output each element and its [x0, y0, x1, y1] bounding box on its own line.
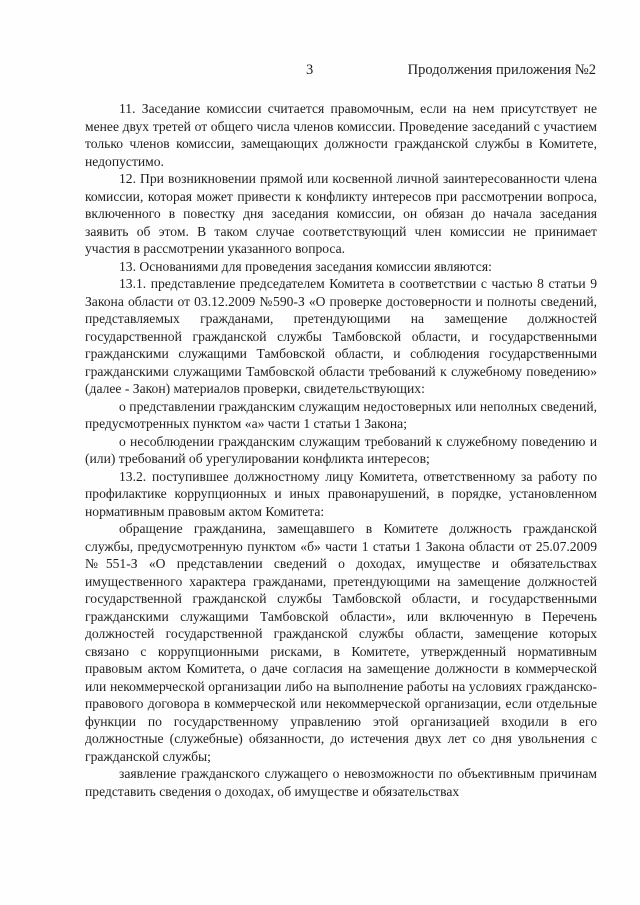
paragraph-employee-statement: заявление гражданского служащего о невозможности по объективным причинам представить сведения о доходах, об имуществе и обязательствах	[85, 766, 597, 799]
paragraph-13-grounds: 13. Основаниями для проведения заседания комиссии являются:	[119, 258, 492, 274]
header-title: Продолжения приложения №2	[407, 62, 596, 78]
paragraph-citizen-appeal: обращение гражданина, замещавшего в Комитете должность гражданской службы, предусмотренную пунктом «б» части 1 статьи 1 Закона области от 25.07.2009 №551-З «О представлении сведений о доходах, имуществе и обязательствах имущественного характера гражданами, претендующими на замещение должностей государственной гражданской службы Тамбовской области, и государственными гражданскими служащими Тамбовской области», или включенную в Перечень должностей государственной гражданской службы области, замещение которых связано с коррупционными рисками, в Комитете, утвержденный нормативным правовым актом Комитета, о даче согласия на замещение должности в коммерческой или некоммерческой организации либо на выполнение работы на условиях гражданско-правового договора в коммерческой или некоммерческой организации, если отдельные функции по государственному управлению этой организацией входили в его должностные (служебные) обязанности, до истечения двух лет со дня увольнения с гражданской службы;	[85, 521, 597, 764]
document-body	[85, 100, 597, 800]
paragraph-13-2-received: 13.2. поступившее должностному лицу Комитета, ответственному за работу по профилактике коррупционных и иных правонарушений, в порядке, установленном нормативным правовым актом Комитета:	[85, 468, 597, 519]
paragraph-12-conflict-of-interest: 12. При возникновении прямой или косвенной личной заинтересованности члена комиссии, которая может привести к конфликту интересов при рассмотрении вопроса, включенного в повестку дня заседания комиссии, он обязан до начала заседания заявить об этом. В таком случае соответствующий член комиссии не принимает участия в рассмотрении указанного вопроса.	[85, 171, 597, 256]
page-header	[0, 62, 640, 82]
paragraph-11-quorum: 11. Заседание комиссии считается правомочным, если на нем присутствует не менее двух третей от общего числа членов комиссии. Проведение заседаний с участием только членов комиссии, замещающих должности гражданской службы в Комитете, недопустимо.	[85, 101, 597, 169]
page-number: 3	[306, 62, 314, 78]
paragraph-noncompliance: о несоблюдении гражданским служащим требований к служебному поведению и (или) требований об урегулировании конфликта интересов;	[85, 433, 597, 466]
paragraph-unreliable-info: о представлении гражданским служащим недостоверных или неполных сведений, предусмотренных пунктом «а» части 1 статьи 1 Закона;	[85, 398, 597, 431]
paragraph-13-1-submission: 13.1. представление председателем Комитета в соответствии с частью 8 статьи 9 Закона области от 03.12.2009 №590-З «О проверке достоверности и полноты сведений, представляемых гражданами, претендующими на замещение должностей государственной гражданской службы Тамбовской области, и государственными гражданскими служащими Тамбовской области, и соблюдения государственными гражданскими служащими Тамбовской области требований к служебному поведению» (далее - Закон) материалов проверки, свидетельствующих:	[85, 276, 597, 396]
